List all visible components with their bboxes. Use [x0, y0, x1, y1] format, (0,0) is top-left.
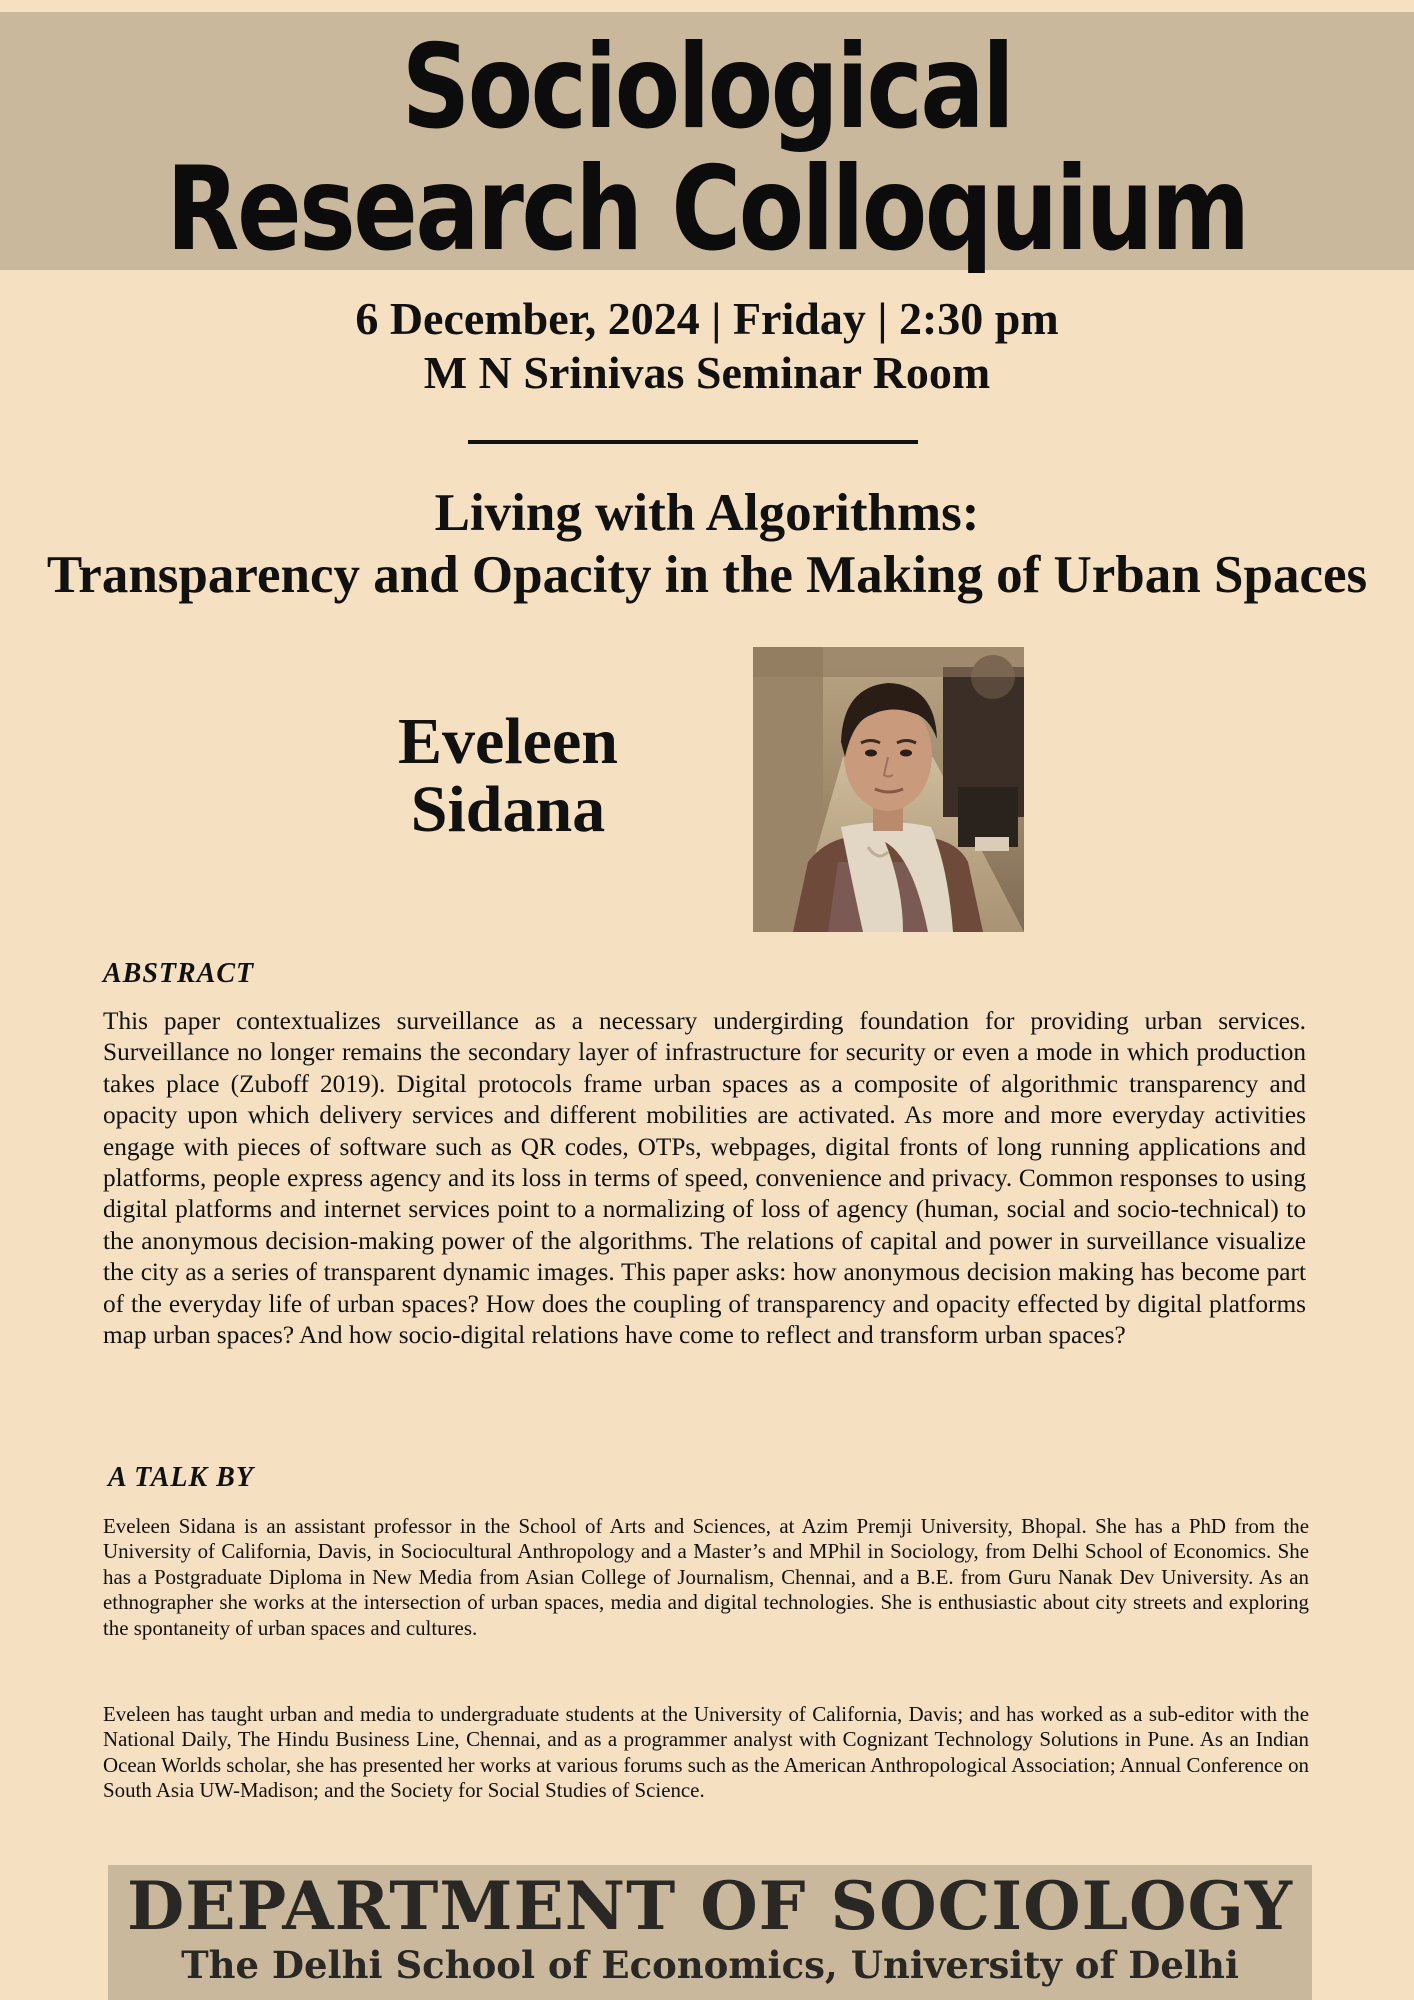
divider-line	[468, 440, 918, 444]
talk-title-line-1: Living with Algorithms:	[434, 484, 980, 542]
speaker-last-name: Sidana	[410, 773, 606, 846]
speaker-name	[358, 705, 658, 846]
institution-name: The Delhi School of Economics, University of Delhi	[181, 1943, 1239, 1987]
footer-banner	[108, 1865, 1312, 2000]
banner-title-line-1: Sociological	[401, 20, 1013, 155]
banner-title-line-2: Research Colloquium	[166, 142, 1248, 277]
abstract-text: This paper contextualizes surveillance as a necessary undergirding foundation for providing urban services. Surveillance no longer remains the secondary layer of infrastructure for security or even a mode in which production takes place (Zuboff 2019). Digital protocols frame urban spaces as a composite of algorithmic transparency and opacity upon which delivery services and different mobilities are activated. As more and more everyday activities engage with pieces of software such as QR codes, OTPs, webpages, digital fronts of long running applications and platforms, people express agency and its loss in terms of speed, convenience and privacy. Common responses to using digital platforms and internet services point to a normalizing of loss of agency (human, social and socio-technical) to the anonymous decision-making power of the algorithms. The relations of capital and power in surveillance visualize the city as a series of transparent dynamic images. This paper asks: how anonymous decision making has become part of the everyday life of urban spaces? How does the coupling of transparency and opacity effected by digital platforms map urban spaces? And how socio-digital relations have come to reflect and transform urban spaces?	[103, 1007, 1306, 1350]
speaker-bio-paragraph-1: Eveleen Sidana is an assistant professor in the School of Arts and Sciences, at Azim Premji University, Bhopal. She has a PhD from the University of California, Davis, in Sociocultural Anthropology and a Master’s and MPhil in Sociology, from Delhi School of Economics. She has a Postgraduate Diploma in New Media from Asian College of Journalism, Chennai, and a B.E. from Guru Nanak Dev University. As an ethnographer she works at the intersection of urban spaces, media and digital technologies. She is enthusiastic about city streets and exploring the spontaneity of urban spaces and cultures.	[103, 1514, 1309, 1640]
speaker-first-name: Eveleen	[398, 705, 618, 778]
talk-by-heading: A TALK BY	[108, 1462, 254, 1493]
speaker-bio-paragraph-2: Eveleen has taught urban and media to undergraduate students at the University of California, Davis; and has worked as a sub-editor with the National Daily, The Hindu Business Line, Chennai, and as a programmer analyst with Cognizant Technology Solutions in Pune. As an Indian Ocean Worlds scholar, she has presented her works at various forums such as the American Anthropological Association; Annual Conference on South Asia UW-Madison; and the Society for Social Studies of Science.	[103, 1702, 1309, 1803]
abstract-heading: ABSTRACT	[103, 958, 255, 989]
department-name: DEPARTMENT OF SOCIOLOGY	[127, 1867, 1293, 1945]
talk-title	[0, 482, 1414, 606]
talk-title-line-2: Transparency and Opacity in the Making of Urban Spaces	[46, 546, 1368, 604]
event-info	[0, 292, 1414, 400]
speaker-photo	[753, 647, 1024, 932]
event-datetime: 6 December, 2024 | Friday | 2:30 pm	[355, 293, 1059, 344]
title-banner	[0, 12, 1414, 277]
event-venue: M N Srinivas Seminar Room	[423, 347, 991, 398]
